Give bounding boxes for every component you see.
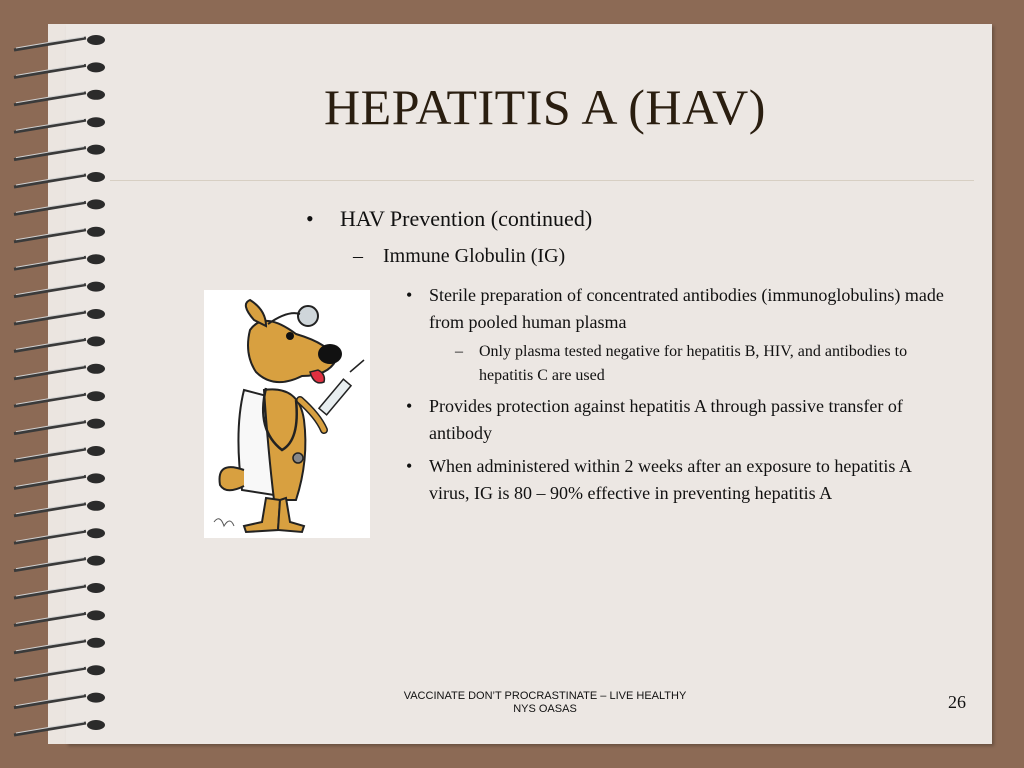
spiral-hole [87,446,105,456]
bullet-text: Provides protection against hepatitis A through passive transfer of antibody [429,396,903,443]
spiral-coil-highlight [16,92,84,103]
bullet-text: Only plasma tested negative for hepatitis B, HIV, and antibodies to hepatitis C are used [479,343,908,384]
spiral-coil-highlight [16,284,84,295]
spiral-coil-highlight [16,174,84,185]
bullet-level1 [306,206,592,232]
spiral-coil-highlight [16,311,84,322]
spiral-coil [14,641,86,653]
spiral-coil [14,339,86,351]
bullet-text: Immune Globulin (IG) [383,245,566,267]
spiral-coil [14,175,86,187]
spiral-coil [14,723,86,735]
spiral-coil-highlight [16,119,84,130]
spiral-coil [14,367,86,379]
bullet-level4 [455,340,935,388]
spiral-hole [87,610,105,620]
spiral-coil-highlight [16,421,84,432]
spiral-coil [14,65,86,77]
spiral-coil [14,93,86,105]
footer-line: NYS OASAS [513,703,577,715]
bullet-text: When administered within 2 weeks after an exposure to hepatitis A virus, IG is 80 – 90% effective in preventing hepatitis A [429,456,911,503]
spiral-coil [14,202,86,214]
spiral-hole [87,391,105,401]
bullet-text: HAV Prevention (continued) [340,206,593,231]
spiral-coil-highlight [16,393,84,404]
spiral-hole [87,473,105,483]
spiral-coil-highlight [16,201,84,212]
bullet-level3 [406,453,946,507]
spiral-hole [87,693,105,703]
spiral-coil-highlight [16,256,84,267]
spiral-coil [14,38,86,50]
spiral-coil [14,312,86,324]
spiral-coil-highlight [16,558,84,569]
spiral-binding [0,0,120,768]
spiral-hole [87,282,105,292]
spiral-coil [14,531,86,543]
spiral-hole [87,528,105,538]
spiral-coil [14,230,86,242]
spiral-hole [87,336,105,346]
spiral-coil-highlight [16,530,84,541]
doctor-dog-with-syringe-icon [204,290,370,538]
spiral-hole [87,665,105,675]
spiral-hole [87,117,105,127]
spiral-hole [87,720,105,730]
bullet-level2 [353,245,565,268]
slide-title: HEPATITIS A (HAV) [324,79,766,135]
bullet-text: Sterile preparation of concentrated antibodies (immunoglobulins) made from pooled human plasma [429,285,944,332]
spiral-hole [87,638,105,648]
spiral-coil [14,613,86,625]
spiral-coil-highlight [16,640,84,651]
page-number: 26 [948,692,966,712]
spiral-coil-highlight [16,448,84,459]
spiral-coil-highlight [16,229,84,240]
spiral-coil-highlight [16,503,84,514]
spiral-hole [87,199,105,209]
footer-line: VACCINATE DON’T PROCRASTINATE – LIVE HEALTHY [403,690,687,702]
spiral-hole [87,145,105,155]
spiral-coil [14,449,86,461]
spiral-hole [87,309,105,319]
spiral-hole [87,254,105,264]
spiral-coil-highlight [16,585,84,596]
spiral-coil [14,120,86,132]
spiral-hole [87,419,105,429]
spiral-coil [14,696,86,708]
spiral-coil [14,422,86,434]
spiral-hole [87,62,105,72]
spiral-coil [14,559,86,571]
spiral-coil-highlight [16,695,84,706]
spiral-coil [14,148,86,160]
spiral-coil-highlight [16,64,84,75]
spiral-coil-highlight [16,366,84,377]
bullet-marker: • [306,206,314,231]
spiral-coil-highlight [16,667,84,678]
title-divider [110,180,974,181]
spiral-coil [14,476,86,488]
spiral-coil [14,668,86,680]
bullet-marker: – [455,343,463,360]
spiral-hole [87,35,105,45]
slide-footer [340,690,750,716]
spiral-coil [14,285,86,297]
spiral-coil [14,504,86,516]
spiral-coil-highlight [16,722,84,733]
spiral-coil [14,586,86,598]
spiral-hole [87,501,105,511]
bullet-marker: • [406,396,413,416]
spiral-coil-highlight [16,338,84,349]
spiral-coil-highlight [16,147,84,158]
spiral-coil-highlight [16,612,84,623]
bullet-level3 [406,282,946,336]
spiral-coil-highlight [16,37,84,48]
bullet-marker: • [406,285,413,305]
doctor-dog-clipart [204,290,370,538]
spiral-hole [87,172,105,182]
bullet-marker: – [353,245,363,267]
bullet-level3 [406,393,946,447]
bullet-marker: • [406,456,413,476]
spiral-hole [87,556,105,566]
spiral-coil-highlight [16,475,84,486]
spiral-hole [87,227,105,237]
spiral-coil [14,394,86,406]
spiral-hole [87,583,105,593]
spiral-hole [87,364,105,374]
spiral-coil [14,257,86,269]
spiral-hole [87,90,105,100]
